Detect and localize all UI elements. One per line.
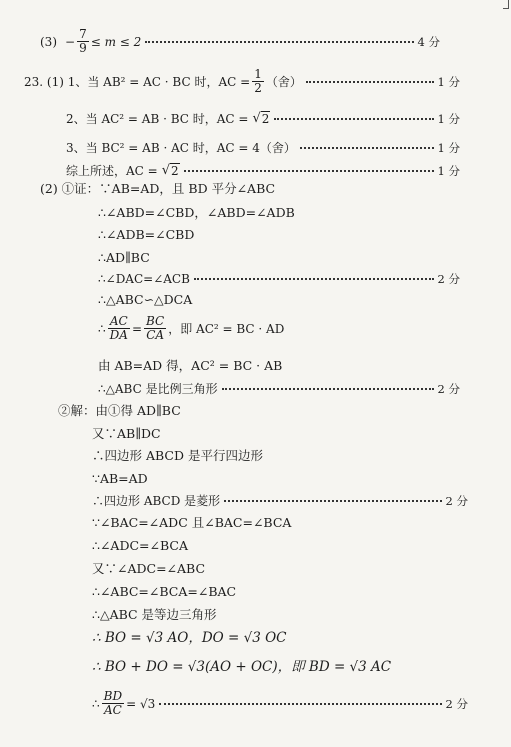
answer-line: ②解：由①得 AD∥BC: [58, 403, 181, 418]
expression: 2、当 AC² = AB · BC 时，AC =: [66, 112, 249, 126]
denominator: DA: [109, 328, 128, 342]
expression: ∴∠DAC=∠ACB: [98, 272, 190, 286]
expression: 3、当 BC² = AB · AC 时，AC = 4（舍）: [66, 141, 296, 155]
expression: 综上所述，AC =: [66, 164, 158, 178]
dot-leader: [306, 81, 434, 83]
score: 1 分: [437, 111, 460, 126]
sqrt-expression: √ 2: [252, 111, 270, 126]
fraction: [102, 690, 124, 717]
numerator: BD: [103, 689, 123, 703]
score: 2 分: [445, 493, 468, 508]
equals-sign: =: [131, 321, 142, 336]
score: 1 分: [437, 74, 460, 89]
answer-line: ∴△ABC 是等边三角形: [92, 607, 217, 622]
answer-line: ∴∠ADC=∠BCA: [92, 538, 188, 553]
dot-leader: [300, 147, 434, 149]
note: （舍）: [265, 75, 302, 89]
expression: ，即 AC² = BC · AD: [168, 322, 285, 336]
answer-line: [98, 380, 460, 397]
answer-line: [40, 28, 440, 55]
answer-line: 由 AB=AD 得，AC² = BC · AB: [98, 358, 283, 373]
answer-line: ∴∠ABC=∠BCA=∠BAC: [92, 584, 237, 599]
expression: = √3: [126, 696, 156, 711]
answer-line: [98, 271, 460, 287]
therefore-symbol: ∴: [98, 321, 106, 336]
fraction: [252, 68, 264, 95]
answer-line: ∴∠ABD=∠CBD，∠ABD=∠ADB: [98, 205, 295, 220]
numerator: 7: [79, 27, 87, 41]
expression: ∴△ABC 是比例三角形: [98, 382, 218, 396]
part-label: (3): [40, 34, 57, 49]
answer-line: [24, 68, 460, 95]
numerator: BC: [146, 314, 165, 328]
answer-line: [92, 492, 468, 509]
fraction: [108, 315, 130, 342]
answer-line: ∴AD∥BC: [98, 250, 150, 265]
answer-line: (2) ①证：∵AB=AD，且 BD 平分∠ABC: [40, 181, 276, 196]
dot-leader: [145, 41, 413, 43]
radicand: 2: [171, 164, 179, 178]
answer-line: 又∵∠ADC=∠ABC: [92, 561, 206, 576]
expression: ≤ m ≤ 2: [90, 34, 142, 49]
score: 1 分: [437, 163, 460, 178]
score: 2 分: [437, 381, 460, 396]
dot-leader: [222, 388, 434, 390]
denominator: CA: [146, 328, 165, 342]
answer-line: [66, 162, 460, 179]
answer-line: ∴△ABC∽△DCA: [98, 292, 193, 307]
answer-line: ∵AB=AD: [92, 471, 148, 486]
answer-line: [92, 690, 468, 717]
neg-sign: −: [65, 34, 76, 49]
answer-line: 又∵AB∥DC: [92, 426, 161, 441]
score: 4 分: [417, 34, 440, 49]
denominator: AC: [103, 703, 122, 717]
expression: 23. (1) 1、当 AB² = AC · BC 时，AC =: [24, 75, 251, 89]
dot-leader: [194, 278, 434, 280]
score: 1 分: [437, 140, 460, 155]
fraction: [77, 28, 89, 55]
answer-line: ∴ BO = √3 AO，DO = √3 OC: [92, 630, 287, 646]
denominator: 9: [79, 41, 87, 55]
sqrt-expression: √ 2: [161, 163, 179, 178]
numerator: AC: [109, 314, 128, 328]
dot-leader: [224, 500, 441, 502]
therefore-symbol: ∴: [92, 696, 100, 711]
answer-line: ∴四边形 ABCD 是平行四边形: [92, 448, 263, 463]
answer-line: ∵∠BAC=∠ADC 且∠BAC=∠BCA: [92, 515, 292, 530]
fraction: [144, 315, 166, 342]
score: 2 分: [437, 272, 460, 286]
numerator: 1: [254, 67, 262, 81]
corner-mark: [503, 8, 509, 9]
answer-line: [98, 315, 284, 342]
answer-line: [66, 110, 460, 127]
radicand: 2: [261, 112, 270, 126]
score: 2 分: [445, 696, 468, 711]
denominator: 2: [254, 81, 262, 95]
dot-leader: [184, 170, 434, 172]
expression: ∴四边形 ABCD 是菱形: [92, 494, 221, 508]
answer-line: [66, 139, 460, 156]
dot-leader: [274, 118, 433, 120]
answer-line: ∴∠ADB=∠CBD: [98, 227, 195, 242]
dot-leader: [159, 703, 441, 705]
answer-line: ∴ BO + DO = √3(AO + OC)，即 BD = √3 AC: [92, 659, 392, 675]
